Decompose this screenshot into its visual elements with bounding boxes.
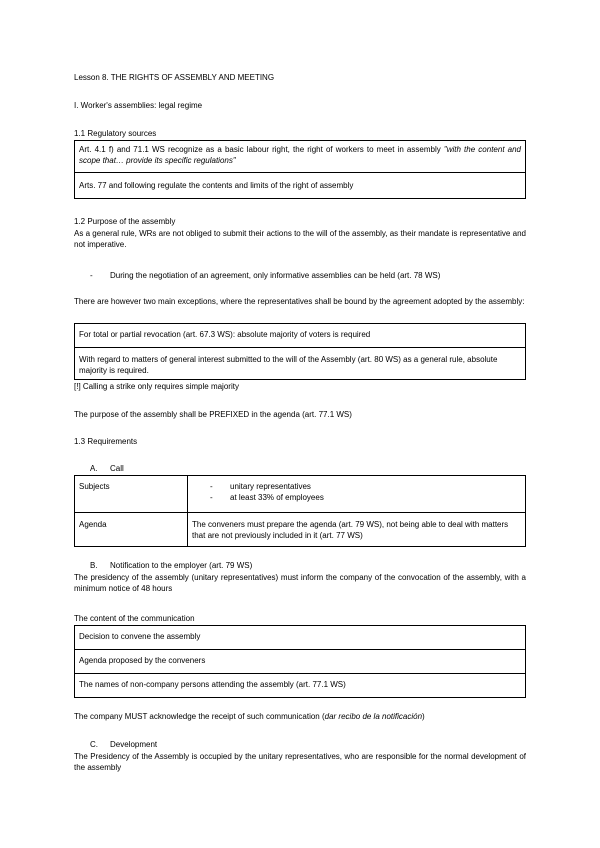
table-cell: The names of non-company persons attending the assembly (art. 77.1 WS) [75,674,526,698]
paragraph: The Presidency of the Assembly is occupied by the unitary representatives, who are responsible for the normal development of the assembly [74,752,526,772]
paragraph: The company MUST acknowledge the receipt of such communication (dar recibo de la notificación) [74,712,425,721]
document-title: Lesson 8. THE RIGHTS OF ASSEMBLY AND MEETING [74,73,275,82]
table-cell: Art. 4.1 f) and 71.1 WS recognize as a basic labour right, the right of workers to meet in assembly "with the content and scope that… provide its specific regulations" [75,141,526,173]
bullet-dash: - [210,493,213,502]
content-heading: The content of the communication [74,614,195,623]
list-title: Call [110,464,124,473]
table-cell: Agenda [75,513,188,547]
table-cell: For total or partial revocation (art. 67.3 WS): absolute majority of voters is required [75,324,526,348]
list-letter: C. [90,740,98,749]
table-cell: Arts. 77 and following regulate the contents and limits of the right of assembly [75,173,526,199]
bullet-dash: - [210,482,213,491]
list-title: Development [110,740,158,749]
section-heading: I. Worker's assemblies: legal regime [74,101,203,110]
list-letter: B. [90,561,98,570]
regulatory-sources-table [74,140,526,199]
subsection-heading: 1.1 Regulatory sources [74,129,157,138]
table-cell [188,476,526,513]
list-letter: A. [90,464,98,473]
list-title: Notification to the employer (art. 79 WS) [110,561,253,570]
table-row [75,674,526,698]
table-cell: Agenda proposed by the conveners [75,650,526,674]
paragraph: As a general rule, WRs are not obliged to submit their actions to the will of the assembly, as their mandate is representative and not imperative. [74,229,526,249]
bullet-item: During the negotiation of an agreement, only informative assemblies can be held (art. 78 WS) [110,271,441,280]
call-table [74,475,526,547]
table-cell: Decision to convene the assembly [75,626,526,650]
table-row [75,141,526,173]
subsection-heading: 1.2 Purpose of the assembly [74,217,176,226]
table-row [75,173,526,199]
exceptions-table [74,323,526,380]
table-row [75,324,526,348]
table-row [75,476,526,513]
table-row [75,626,526,650]
paragraph: There are however two main exceptions, where the representatives shall be bound by the agreement adopted by the assembly: [74,297,525,306]
paragraph: The purpose of the assembly shall be PREFIXED in the agenda (art. 77.1 WS) [74,410,352,419]
communication-content-table [74,625,526,698]
bullet-dash: - [90,271,93,280]
table-row [75,650,526,674]
subsection-heading: 1.3 Requirements [74,437,138,446]
paragraph: The presidency of the assembly (unitary representatives) must inform the company of the convocation of the assembly, with a minimum notice of 48 hours [74,573,526,593]
table-cell: The conveners must prepare the agenda (art. 79 WS), not being able to deal with matters that are not previously included in it (art. 77 WS) [188,513,526,547]
list-item: unitary representatives [230,482,311,491]
list-item: at least 33% of employees [230,493,324,502]
table-cell: With regard to matters of general interest submitted to the will of the Assembly (art. 80 WS) as a general rule, absolute majority is required. [75,348,526,380]
table-row [75,513,526,547]
note: [!] Calling a strike only requires simple majority [74,382,239,391]
table-row [75,348,526,380]
table-cell: Subjects [75,476,188,513]
